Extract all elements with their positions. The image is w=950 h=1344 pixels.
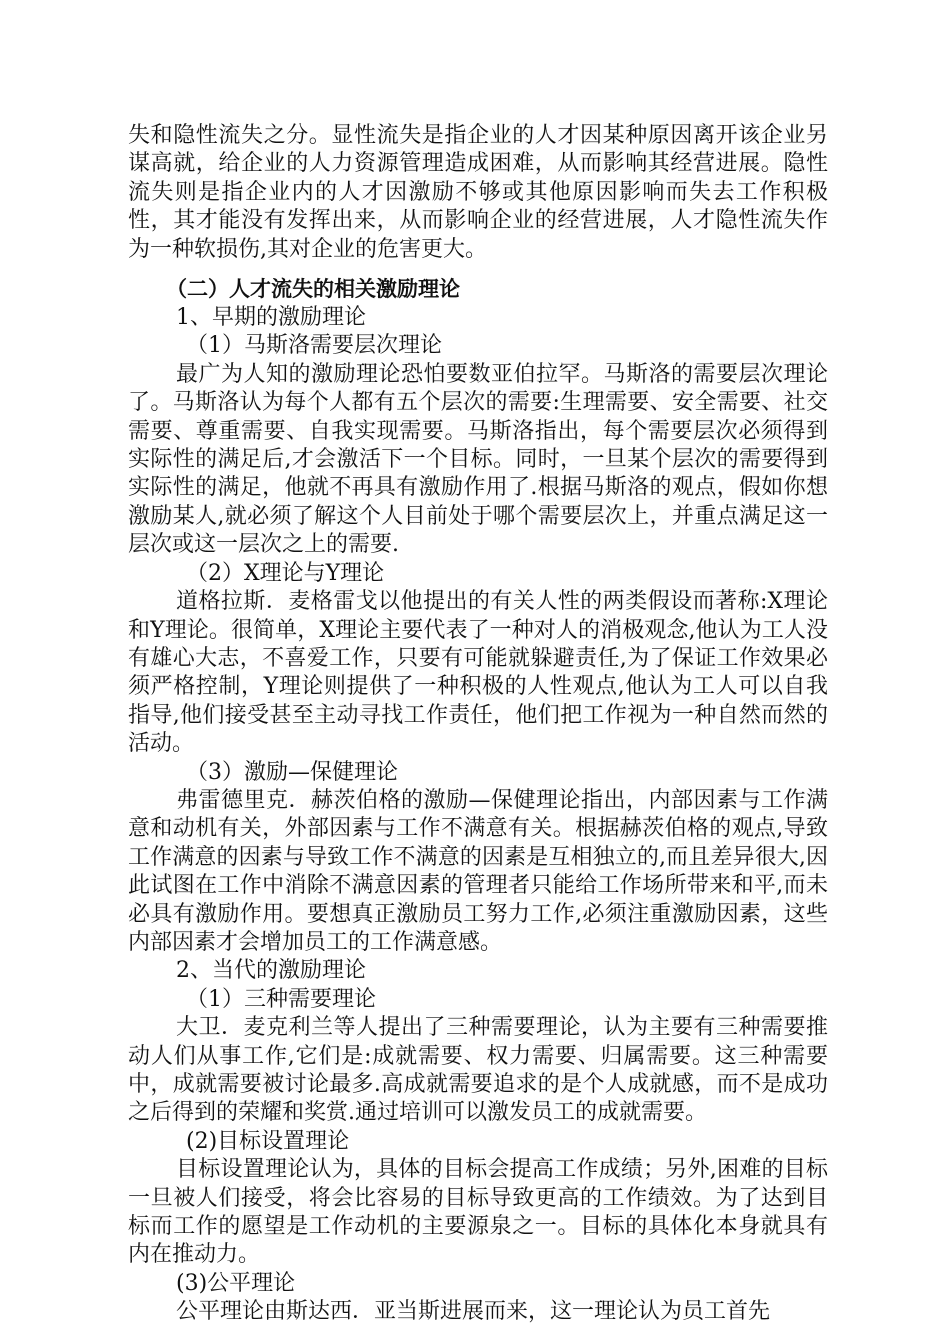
early-theory-heading: 1、早期的激励理论 [176,305,366,331]
goal-setting-paragraph: 目标设置理论认为，具体的目标会提高工作成绩；另外,困难的目标一旦被人们接受，将会比容易的目标导致更高的工作绩效。为了达到目标而工作的愿望是工作动机的主要源泉之一。目标的具体化本身就具有内在推动力。 [128,1157,828,1268]
document-page [128,122,828,1327]
xy-theory-heading: （2）X理论与Y理论 [186,560,385,586]
intro-paragraph: 失和隐性流失之分。显性流失是指企业的人才因某种原因离开该企业另谋高就，给企业的人力资源管理造成困难，从而影响其经营进展。隐性流失则是指企业内的人才因激励不够或其他原因影响而失去工作积极性，其才能没有发挥出来，从而影响企业的经营进展，人才隐性流失作为一种软损伤,其对企业的危害更大。 [128,123,828,262]
hygiene-theory-paragraph: 弗雷德里克．赫茨伯格的激励—保健理论指出，内部因素与工作满意和动机有关，外部因素与工作不满意有关。根据赫茨伯格的观点,导致工作满意的因素与导致工作不满意的因素是互相独立的,而且差异很大,因此试图在工作中消除不满意因素的管理者只能给工作场所带来和平,而未必具有激励作用。要想真正激励员工努力工作,必须注重激励因素，这些内部因素才会增加员工的工作满意感。 [128,787,828,955]
maslow-paragraph: 最广为人知的激励理论恐怕要数亚伯拉罕。马斯洛的需要层次理论了。马斯洛认为每个人都有五个层次的需要:生理需要、安全需要、社交需要、尊重需要、自我实现需要。马斯洛指出，每个需要层次必须得到实际性的满足后,才会激活下一个目标。同时，一旦某个层次的需要得到实际性的满足，他就不再具有激励作用了.根据马斯洛的观点，假如你想激励某人,就必须了解这个人目前处于哪个需要层次上，并重点满足这一层次或这一层次之上的需要. [128,361,828,558]
maslow-heading: （1）马斯洛需要层次理论 [186,333,442,359]
modern-theory-heading: 2、当代的激励理论 [176,958,366,984]
equity-theory-paragraph: 公平理论由斯达西．亚当斯进展而来，这一理论认为员工首先 [176,1299,771,1325]
hygiene-theory-heading: （3）激励—保健理论 [186,759,398,785]
goal-setting-heading: (2)目标设置理论 [186,1128,350,1154]
three-needs-heading: （1）三种需要理论 [186,986,376,1012]
three-needs-paragraph: 大卫．麦克利兰等人提出了三种需要理论，认为主要有三种需要推动人们从事工作,它们是:成就需要、权力需要、归属需要。这三种需要中，成就需要被讨论最多.高成就需要追求的是个人成就感，而不是成功之后得到的荣耀和奖赏.通过培训可以激发员工的成就需要。 [128,1015,828,1126]
xy-theory-paragraph: 道格拉斯．麦格雷戈以他提出的有关人性的两类假设而著称:X理论和Y理论。很简单，X理论主要代表了一种对人的消极观念,他认为工人没有雄心大志，不喜爱工作，只要有可能就躲避责任,为了保证工作效果必须严格控制，Y理论则提供了一种积极的人性观点,他认为工人可以自我指导,他们接受甚至主动寻找工作责任，他们把工作视为一种自然而然的活动。 [128,589,828,757]
equity-theory-heading: (3)公平理论 [176,1270,296,1296]
section-title: （二）人才流失的相关激励理论 [166,277,460,302]
